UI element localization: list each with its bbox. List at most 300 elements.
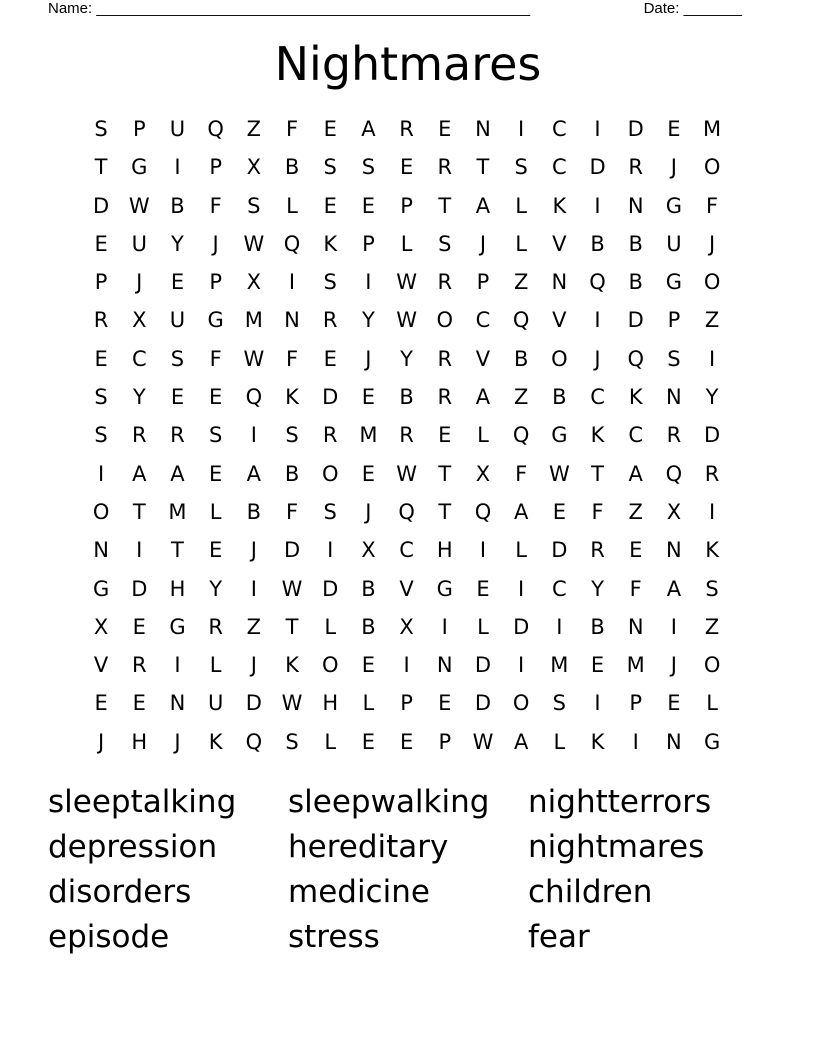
grid-letter: O — [436, 308, 454, 333]
grid-letter: W — [472, 729, 494, 754]
grid-letter: E — [323, 117, 337, 141]
grid-letter: H — [169, 576, 186, 601]
grid-letter: U — [169, 117, 186, 141]
letter-grid — [82, 110, 732, 761]
grid-letter: I — [556, 614, 563, 639]
word-list-item: sleeptalking — [48, 784, 237, 820]
word-list-item: children — [528, 874, 653, 910]
grid-letter: E — [667, 691, 681, 716]
grid-letter: P — [362, 231, 375, 256]
grid-letter: Q — [245, 385, 263, 410]
grid-letter: I — [97, 461, 105, 486]
grid-letter: P — [94, 270, 108, 295]
grid-letter: T — [438, 499, 452, 524]
header-line — [48, 0, 742, 18]
grid-letter: E — [399, 729, 414, 754]
grid-letter: X — [475, 461, 491, 486]
grid-letter: D — [322, 576, 339, 601]
grid-letter: S — [94, 385, 108, 410]
grid-letter: Z — [704, 308, 720, 333]
grid-letter: A — [246, 461, 262, 486]
grid-letter: D — [589, 155, 606, 180]
grid-letter: P — [400, 691, 413, 716]
grid-letter: L — [324, 614, 337, 639]
grid-letter: B — [246, 499, 262, 524]
grid-letter: I — [708, 346, 716, 371]
grid-letter: U — [131, 231, 147, 256]
grid-letter: W — [548, 461, 570, 486]
grid-letter: E — [209, 461, 223, 486]
grid-letter: R — [437, 270, 453, 295]
grid-letter: U — [666, 231, 682, 256]
grid-letter: L — [209, 499, 222, 524]
grid-letter: Z — [513, 270, 529, 295]
grid-letter: M — [168, 499, 187, 524]
grid-letter: E — [438, 691, 452, 716]
grid-letter: R — [666, 423, 682, 448]
grid-letter: A — [132, 461, 147, 486]
grid-letter: E — [361, 729, 376, 754]
grid-letter: D — [131, 576, 148, 601]
grid-letter: T — [476, 155, 490, 180]
grid-letter: Y — [171, 231, 184, 256]
grid-letter: E — [209, 385, 223, 410]
grid-letter: Y — [705, 385, 719, 410]
grid-letter: R — [437, 155, 453, 180]
grid-letter: M — [550, 653, 569, 678]
grid-letter: I — [441, 614, 448, 639]
grid-letter: S — [94, 117, 108, 141]
grid-letter: E — [361, 385, 376, 410]
grid-letter: I — [518, 576, 525, 601]
grid-letter: S — [94, 423, 108, 448]
grid-letter: I — [174, 653, 181, 678]
grid-letter: E — [209, 538, 223, 563]
grid-letter: S — [323, 155, 337, 180]
grid-letter: B — [628, 270, 643, 295]
grid-letter: E — [476, 576, 490, 601]
grid-letter: B — [361, 614, 376, 639]
grid-letter: A — [628, 461, 643, 486]
grid-letter: I — [250, 576, 257, 601]
grid-letter: D — [474, 653, 492, 678]
grid-letter: I — [632, 729, 639, 754]
grid-letter: J — [479, 231, 487, 256]
grid-letter: S — [323, 499, 337, 524]
grid-letter: A — [666, 576, 682, 601]
grid-letter: C — [552, 117, 567, 141]
grid-letter: B — [552, 385, 567, 410]
grid-letter: L — [515, 538, 527, 563]
grid-letter: S — [170, 346, 185, 371]
grid-letter: L — [477, 614, 489, 639]
grid-letter: I — [670, 614, 677, 639]
grid-letter: O — [512, 691, 530, 716]
grid-letter: E — [170, 270, 185, 295]
grid-letter: G — [436, 576, 453, 601]
word-list — [48, 780, 768, 960]
grid-letter: E — [170, 385, 185, 410]
grid-letter: O — [551, 346, 568, 371]
grid-letter: X — [361, 538, 376, 563]
grid-letter: F — [629, 576, 642, 601]
grid-letter: I — [594, 117, 601, 141]
grid-letter: L — [515, 231, 527, 256]
grid-letter: Q — [283, 231, 301, 256]
grid-letter: F — [209, 193, 222, 218]
grid-letter: P — [629, 691, 643, 716]
grid-letter: P — [667, 308, 681, 333]
grid-letter: I — [136, 538, 143, 563]
grid-letter: L — [362, 691, 375, 716]
grid-letter: N — [284, 308, 300, 333]
page-title: Nightmares — [274, 37, 542, 91]
grid-letter: B — [284, 461, 300, 486]
grid-letter: D — [283, 538, 301, 563]
grid-letter: L — [553, 729, 566, 754]
grid-letter: E — [438, 117, 452, 141]
grid-letter: J — [212, 231, 219, 256]
grid-letter: F — [515, 461, 528, 486]
grid-letter: E — [667, 117, 681, 141]
grid-letter: Q — [627, 346, 644, 371]
grid-letter: K — [628, 385, 643, 410]
grid-letter: R — [131, 653, 147, 678]
grid-letter: F — [285, 117, 299, 141]
grid-letter: D — [627, 308, 644, 333]
grid-letter: A — [170, 461, 185, 486]
grid-letter: E — [361, 653, 376, 678]
grid-letter: Y — [361, 308, 375, 333]
grid-letter: C — [131, 346, 147, 371]
grid-letter: Q — [665, 461, 683, 486]
grid-letter: W — [396, 461, 417, 486]
grid-letter: V — [399, 576, 414, 601]
grid-letter: Y — [400, 346, 413, 371]
grid-letter: P — [132, 117, 146, 141]
grid-letter: U — [207, 691, 224, 716]
grid-letter: W — [281, 691, 303, 716]
grid-letter: R — [208, 614, 223, 639]
grid-letter: O — [703, 653, 721, 678]
grid-letter: N — [627, 614, 644, 639]
grid-letter: W — [243, 231, 265, 256]
grid-letter: A — [475, 193, 491, 218]
grid-letter: Z — [246, 117, 262, 141]
grid-letter: N — [475, 117, 491, 141]
grid-letter: E — [552, 499, 566, 524]
grid-letter: L — [515, 193, 527, 218]
grid-letter: S — [514, 155, 528, 180]
grid-letter: N — [627, 193, 644, 218]
grid-letter: R — [628, 155, 644, 180]
grid-letter: X — [666, 499, 682, 524]
grid-letter: S — [208, 423, 223, 448]
grid-letter: I — [250, 423, 257, 448]
grid-letter: P — [209, 270, 222, 295]
grid-letter: G — [207, 308, 224, 333]
grid-letter: J — [708, 231, 716, 256]
grid-letter: I — [518, 117, 525, 141]
grid-letter: T — [591, 461, 604, 486]
grid-letter: O — [321, 461, 339, 486]
grid-letter: G — [665, 193, 683, 218]
grid-letter: E — [361, 193, 376, 218]
grid-letter: S — [361, 155, 376, 180]
grid-letter: I — [365, 270, 372, 295]
grid-letter: K — [285, 385, 299, 410]
grid-letter: L — [209, 653, 222, 678]
grid-letter: X — [246, 155, 262, 180]
word-list-item: sleepwalking — [288, 784, 490, 820]
grid-letter: F — [591, 499, 604, 524]
grid-letter: P — [209, 155, 222, 180]
grid-letter: N — [93, 538, 109, 563]
grid-letter: L — [324, 729, 337, 754]
grid-letter: Q — [512, 308, 530, 333]
grid-letter: H — [131, 729, 148, 754]
grid-letter: B — [590, 614, 605, 639]
grid-letter: G — [703, 729, 721, 754]
grid-letter: E — [361, 461, 376, 486]
grid-letter: R — [590, 538, 605, 563]
grid-letter: E — [629, 538, 643, 563]
grid-letter: K — [208, 729, 223, 754]
grid-letter: N — [666, 385, 682, 410]
grid-letter: L — [706, 691, 718, 716]
grid-letter: T — [438, 193, 452, 218]
grid-letter: F — [706, 193, 719, 218]
grid-letter: N — [666, 538, 682, 563]
grid-letter: X — [93, 614, 109, 639]
grid-letter: R — [322, 308, 338, 333]
grid-letter: C — [475, 308, 491, 333]
grid-letter: P — [400, 193, 413, 218]
word-list-item: episode — [48, 919, 170, 955]
grid-letter: N — [666, 729, 682, 754]
grid-letter: M — [703, 117, 722, 141]
grid-letter: I — [594, 691, 601, 716]
grid-letter: V — [475, 346, 491, 371]
grid-letter: Z — [704, 614, 720, 639]
grid-letter: G — [131, 155, 148, 180]
grid-letter: E — [94, 346, 108, 371]
grid-letter: W — [128, 193, 150, 218]
grid-letter: W — [243, 346, 265, 371]
grid-letter: J — [250, 538, 257, 563]
word-list-item: hereditary — [288, 829, 449, 865]
grid-letter: D — [627, 117, 644, 141]
grid-letter: C — [590, 385, 605, 410]
grid-letter: Q — [512, 423, 530, 448]
grid-letter: Q — [398, 499, 415, 524]
grid-letter: C — [552, 155, 567, 180]
grid-letter: M — [626, 653, 645, 678]
grid-letter: J — [97, 729, 105, 754]
grid-letter: P — [438, 729, 452, 754]
grid-letter: I — [403, 653, 410, 678]
grid-letter: E — [94, 231, 108, 256]
grid-letter: E — [132, 691, 146, 716]
grid-letter: B — [590, 231, 605, 256]
grid-letter: E — [94, 691, 108, 716]
word-list-item: stress — [288, 919, 380, 955]
grid-letter: S — [247, 193, 261, 218]
grid-letter: I — [479, 538, 487, 563]
grid-letter: R — [437, 385, 453, 410]
grid-letter: T — [94, 155, 108, 180]
grid-letter: K — [590, 729, 605, 754]
grid-letter: M — [244, 308, 263, 333]
grid-letter: T — [438, 461, 452, 486]
grid-letter: R — [93, 308, 109, 333]
grid-letter: X — [132, 308, 147, 333]
grid-letter: G — [665, 270, 683, 295]
grid-letter: R — [131, 423, 147, 448]
grid-letter: T — [132, 499, 146, 524]
grid-letter: P — [476, 270, 490, 295]
grid-letter: K — [285, 653, 299, 678]
grid-letter: K — [552, 193, 567, 218]
grid-letter: H — [436, 538, 453, 563]
grid-letter: Q — [474, 499, 492, 524]
grid-letter: R — [704, 461, 720, 486]
grid-letter: R — [399, 423, 414, 448]
grid-letter: U — [169, 308, 186, 333]
grid-letter: Y — [591, 576, 604, 601]
grid-letter: O — [703, 270, 721, 295]
grid-letter: B — [628, 231, 643, 256]
grid-letter: J — [174, 729, 181, 754]
grid-letter: K — [705, 538, 719, 563]
grid-letter: Z — [628, 499, 643, 524]
grid-letter: C — [552, 576, 567, 601]
word-list-item: nightmares — [528, 829, 705, 865]
grid-letter: S — [552, 691, 567, 716]
grid-letter: B — [284, 155, 300, 180]
grid-letter: E — [323, 346, 337, 371]
grid-letter: Z — [246, 614, 262, 639]
grid-letter: M — [359, 423, 378, 448]
grid-letter: I — [708, 499, 716, 524]
grid-letter: F — [285, 499, 299, 524]
grid-letter: I — [288, 270, 296, 295]
grid-letter: S — [323, 270, 337, 295]
grid-letter: G — [169, 614, 186, 639]
grid-letter: S — [438, 231, 452, 256]
grid-letter: I — [174, 155, 181, 180]
word-list-item: depression — [48, 829, 218, 865]
grid-letter: I — [594, 193, 601, 218]
grid-letter: C — [399, 538, 414, 563]
grid-letter: N — [436, 653, 453, 678]
grid-letter: A — [513, 499, 529, 524]
grid-letter: K — [323, 231, 338, 256]
grid-letter: X — [246, 270, 262, 295]
grid-letter: A — [361, 117, 376, 141]
grid-letter: N — [551, 270, 568, 295]
word-list-item: nightterrors — [528, 784, 712, 820]
grid-letter: O — [703, 155, 721, 180]
grid-letter: F — [209, 346, 222, 371]
grid-letter: C — [628, 423, 644, 448]
grid-letter: S — [705, 576, 719, 601]
grid-letter: A — [513, 729, 529, 754]
grid-letter: D — [322, 385, 339, 410]
grid-letter: E — [323, 193, 337, 218]
grid-letter: L — [400, 231, 413, 256]
grid-letter: S — [667, 346, 681, 371]
grid-letter: E — [399, 155, 414, 180]
grid-letter: T — [171, 538, 184, 563]
grid-letter: L — [286, 193, 298, 218]
grid-letter: R — [170, 423, 185, 448]
grid-letter: E — [132, 614, 146, 639]
grid-letter: N — [169, 691, 186, 716]
grid-letter: D — [551, 538, 568, 563]
grid-letter: R — [399, 117, 414, 141]
grid-letter: W — [396, 308, 417, 333]
word-list-item: fear — [528, 919, 590, 955]
grid-letter: J — [250, 653, 257, 678]
grid-letter: G — [92, 576, 110, 601]
grid-letter: X — [399, 614, 414, 639]
grid-letter: O — [92, 499, 110, 524]
word-list-item: disorders — [48, 874, 192, 910]
name-field-label: Name: ____________________________________________________ — [48, 0, 531, 17]
grid-letter: O — [321, 653, 339, 678]
date-field-label: Date: _______ — [643, 0, 742, 17]
grid-letter: T — [285, 614, 299, 639]
grid-letter: H — [322, 691, 339, 716]
grid-letter: Y — [132, 385, 146, 410]
grid-letter: J — [136, 270, 143, 295]
grid-letter: D — [704, 423, 721, 448]
grid-letter: B — [170, 193, 185, 218]
grid-letter: G — [551, 423, 568, 448]
grid-letter: Z — [513, 385, 529, 410]
grid-letter: D — [245, 691, 262, 716]
grid-letter: I — [327, 538, 334, 563]
grid-letter: D — [474, 691, 492, 716]
grid-letter: S — [285, 423, 299, 448]
grid-letter: V — [552, 231, 567, 256]
grid-letter: L — [477, 423, 489, 448]
grid-letter: S — [285, 729, 299, 754]
grid-letter: I — [518, 653, 525, 678]
grid-letter: I — [594, 308, 601, 333]
grid-letter: E — [438, 423, 452, 448]
grid-letter: D — [513, 614, 530, 639]
grid-letter: J — [365, 499, 372, 524]
grid-letter: K — [590, 423, 605, 448]
grid-letter: J — [365, 346, 372, 371]
grid-letter: W — [396, 270, 417, 295]
grid-letter: B — [513, 346, 529, 371]
grid-letter: Y — [209, 576, 223, 601]
grid-letter: R — [322, 423, 338, 448]
grid-letter: R — [437, 346, 453, 371]
grid-letter: J — [670, 155, 677, 180]
grid-letter: J — [670, 653, 677, 678]
grid-letter: F — [285, 346, 299, 371]
grid-letter: Q — [589, 270, 606, 295]
grid-letter: A — [475, 385, 491, 410]
grid-letter: E — [590, 653, 605, 678]
grid-letter: Q — [207, 117, 224, 141]
grid-letter: D — [93, 193, 110, 218]
grid-letter: B — [361, 576, 376, 601]
